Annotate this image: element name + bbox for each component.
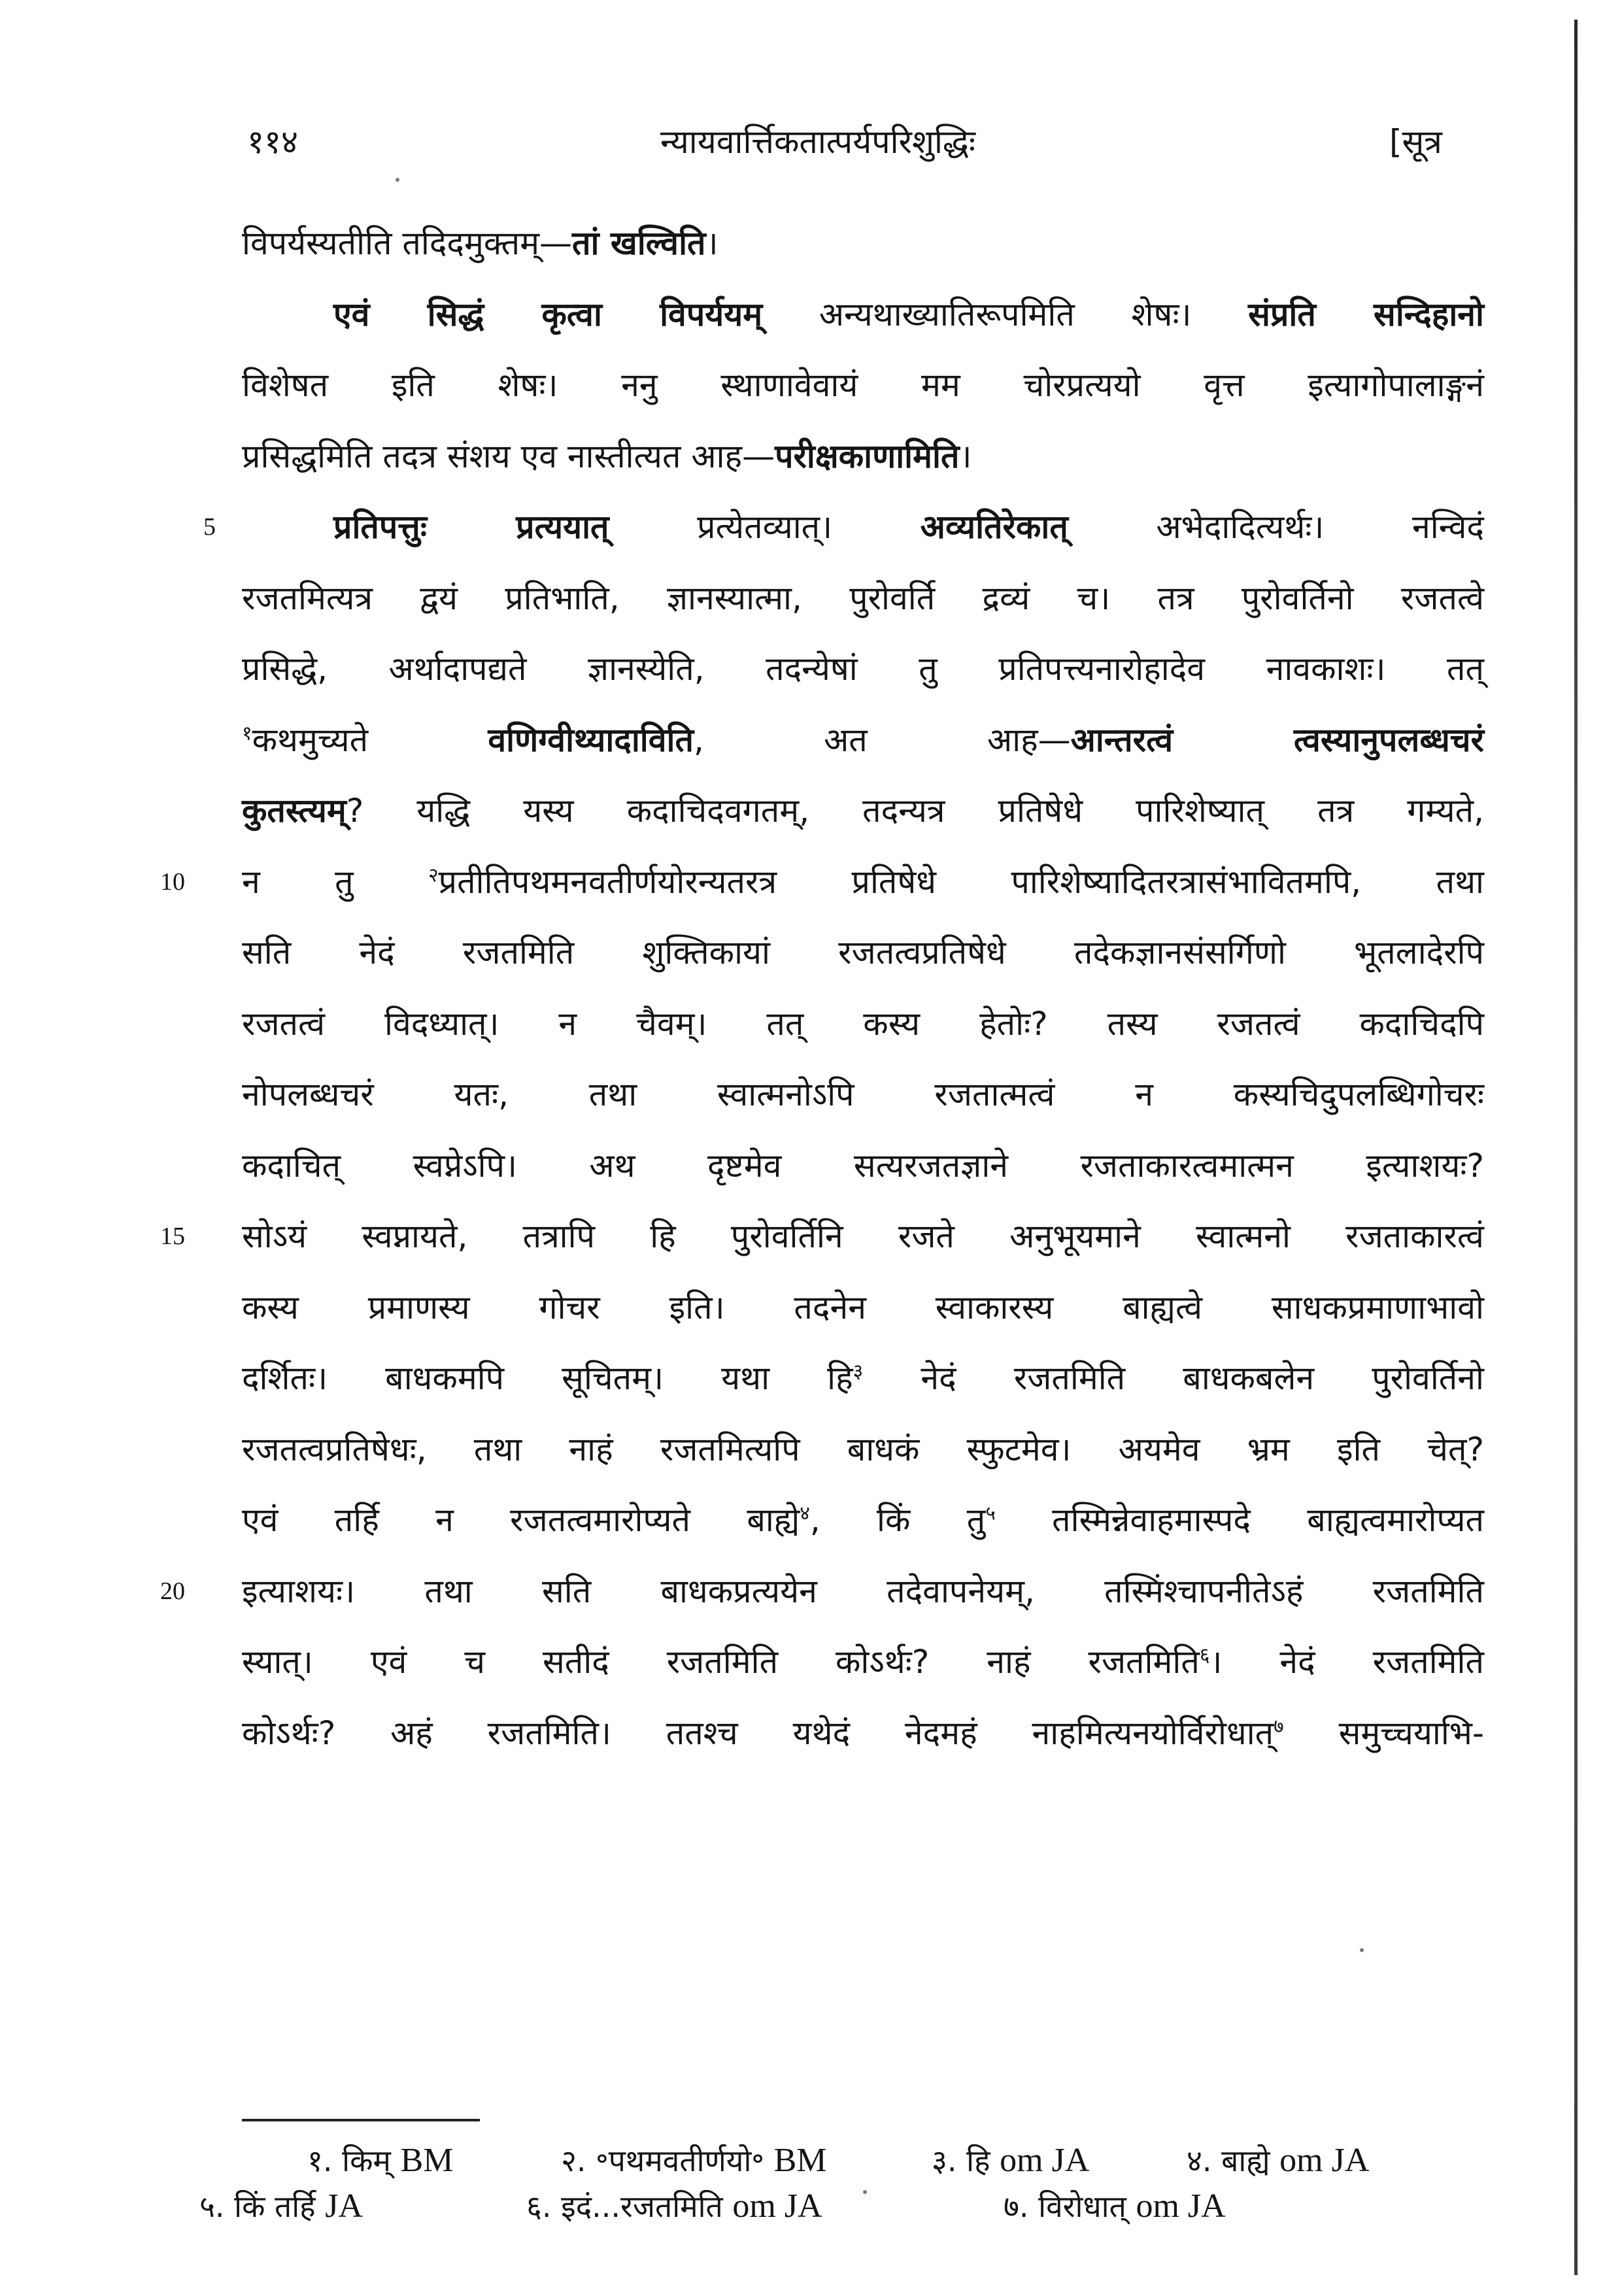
footnote-text: ६. इदं...रजतमिति [526, 2189, 733, 2224]
text-line: प्रसिद्धे, अर्थादापद्यते ज्ञानस्येति, तदन्येषां तु प्रतिपत्त्यनारोहादेव नावकाशः। तत् [242, 650, 1484, 688]
text-line: रजतत्वं विदध्यात्। न चैवम्। तत् कस्य हेतोः? तस्य रजतत्वं कदाचिदपि [242, 1004, 1484, 1043]
text-line: सति नेदं रजतमिति शुक्तिकायां रजतत्वप्रतिषेधे तदेकज्ञानसंसर्गिणो भूतलादेरपि [242, 934, 1484, 971]
text-line: रजतमित्यत्र द्वयं प्रतिभाति, ज्ञानस्यात्मा, पुरोवर्ति द्रव्यं च। तत्र पुरोवर्तिनो रजतत्वे [242, 579, 1484, 617]
text-line: रजतत्वप्रतिषेधः, तथा नाहं रजतमित्यपि बाधकं स्फुटमेव। अयमेव भ्रम इति चेत्? [242, 1430, 1484, 1468]
text-line: प्रतिपत्तुः प्रत्ययात् प्रत्येतव्यात्। अव्यतिरेकात् अभेदादित्यर्थः। नन्विदं [333, 508, 1484, 546]
text-line: कस्य प्रमाणस्य गोचर इति। तदनेन स्वाकारस्य बाह्यत्वे साधकप्रमाणाभावो [242, 1288, 1484, 1326]
footnote-text: ३. हि [932, 2143, 1000, 2178]
text-line: $^१$कथमुच्यते वणिग्वीथ्यादाविति, अत आह—आन्तरत्वं त्वस्यानुपलब्धचरं [242, 720, 1484, 759]
text-line: इत्याशयः। तथा सति बाधकप्रत्ययेन तदेवापनेयम्, तस्मिंश्चापनीतेऽहं रजतमिति [242, 1572, 1484, 1610]
line-number: 20 [160, 1577, 185, 1605]
footnote-text: ४. बाह्ये [1187, 2143, 1280, 2178]
footnote-text: ७. विरोधात् [1004, 2189, 1136, 2224]
footnote-item [307, 2138, 453, 2184]
footnote-text: ५. किं तर्हि [199, 2189, 326, 2224]
line-number: 5 [203, 513, 216, 541]
text-line: कुतस्त्यम्? यद्धि यस्य कदाचिदवगतम्, तदन्यत्र प्रतिषेधे पारिशेष्यात् तत्र गम्यते, [242, 792, 1484, 830]
text-line: विपर्यस्यतीति तदिदमुक्तम्—तां खल्विति। [242, 224, 718, 262]
footnote-item [932, 2138, 1089, 2184]
section-marker: [सूत्र [1389, 123, 1442, 161]
footnote-source: BM [773, 2142, 827, 2179]
footnote-text: १. किम् [307, 2143, 401, 2178]
page-edge-shadow [1574, 20, 1578, 2275]
line-number: 10 [160, 868, 185, 896]
footnote-item [199, 2184, 363, 2229]
text-line: एवं तर्हि न रजतत्वमारोप्यते बाह्ये$^४$, किं तु$^५$ तस्मिन्नेवाहमास्पदे बाह्यत्वमारोप्यत [242, 1501, 1484, 1539]
footnote-source: BM [400, 2142, 454, 2179]
text-line: सोऽयं स्वप्नायते, तत्रापि हि पुरोवर्तिनि रजते अनुभूयमाने स्वात्मनो रजताकारत्वं [242, 1217, 1484, 1255]
text-line: स्यात्। एवं च सतीदं रजतमिति कोऽर्थः? नाहं रजतमिति$^६$। नेदं रजतमिति [242, 1643, 1485, 1681]
text-line: नोपलब्धचरं यतः, तथा स्वात्मनोऽपि रजतात्मत्वं न कस्यचिदुपलब्धिगोचरः [242, 1075, 1484, 1113]
text-line: विशेषत इति शेषः। ननु स्थाणावेवायं मम चोरप्रत्ययो वृत्त इत्यागोपालाङ्गनं [242, 366, 1484, 404]
text-line: एवं सिद्धं कृत्वा विपर्ययम् अन्यथाख्यातिरूपमिति शेषः। संप्रति सन्दिहानो [333, 295, 1485, 333]
footnote-item [1004, 2184, 1226, 2229]
text-line: कदाचित् स्वप्नेऽपि। अथ दृष्टमेव सत्यरजतज्ञाने रजताकारत्वमात्मन इत्याशयः? [242, 1146, 1484, 1185]
footnote-item [561, 2138, 827, 2184]
text-line: प्रसिद्धमिति तदत्र संशय एव नास्तीत्यत आह—परीक्षकाणामिति। [242, 437, 972, 475]
scan-speck [863, 2190, 867, 2194]
running-title: न्यायवार्त्तिकतात्पर्यपरिशुद्धिः [660, 123, 975, 161]
text-line: न तु $^२$प्रतीतिपथमनवतीर्णयोरन्यतरत्र प्रतिषेधे पारिशेष्यादितरत्रासंभावितमपि, तथा [242, 862, 1484, 901]
line-number: 15 [160, 1223, 185, 1250]
footnote-source: om JA [1000, 2142, 1090, 2179]
footnote-item [526, 2184, 822, 2229]
footnote-source: om JA [1279, 2142, 1370, 2179]
scan-speck [396, 178, 399, 182]
page-number: ११४ [247, 123, 298, 161]
scan-speck [1360, 1948, 1364, 1952]
footnote-text: २. ॰पथमवतीर्णयो॰ [561, 2143, 774, 2178]
footnote-source: om JA [732, 2187, 822, 2225]
footnote-source: JA [325, 2187, 363, 2225]
text-line: दर्शितः। बाधकमपि सूचितम्। यथा हि$^३$ नेदं रजतमिति बाधकबलेन पुरोवर्तिनो [242, 1359, 1484, 1397]
text-line: कोऽर्थः? अहं रजतमिति। ततश्च यथेदं नेदमहं नाहमित्यनयोर्विरोधात्$^७$ समुच्चयाभि- [242, 1714, 1484, 1752]
footnote-source: om JA [1136, 2187, 1226, 2225]
footnote-item [1187, 2138, 1369, 2184]
footnote-rule [242, 2119, 480, 2121]
